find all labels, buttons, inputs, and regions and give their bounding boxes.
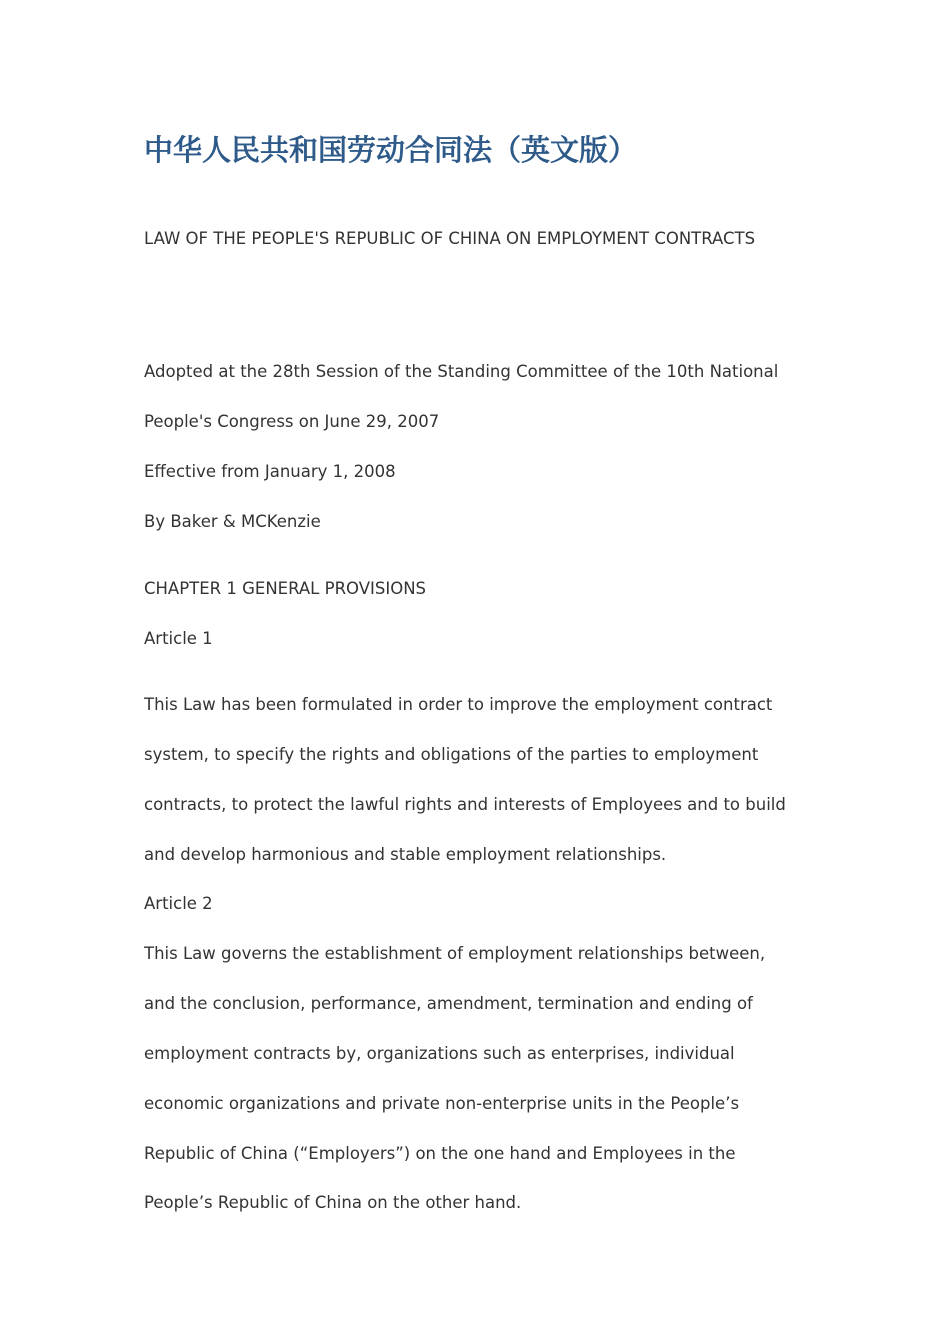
document-title: 中华人民共和国劳动合同法（英文版） — [144, 133, 638, 167]
chapter-heading: CHAPTER 1 GENERAL PROVISIONS — [144, 579, 427, 598]
article-2-line-5: Republic of China (“Employers”) on the one hand and Employees in the — [144, 1144, 736, 1163]
law-subtitle: LAW OF THE PEOPLE'S REPUBLIC OF CHINA ON EMPLOYMENT CONTRACTS — [144, 229, 756, 248]
article-1-line-4: and develop harmonious and stable employment relationships. — [144, 845, 667, 864]
adopted-line-2: People's Congress on June 29, 2007 — [144, 412, 440, 431]
article-2-line-1: This Law governs the establishment of employment relationships between, — [144, 944, 766, 963]
article-2-line-3: employment contracts by, organizations such as enterprises, individual — [144, 1044, 735, 1063]
article-1-line-1: This Law has been formulated in order to improve the employment contract — [144, 695, 773, 714]
effective-date: Effective from January 1, 2008 — [144, 462, 396, 481]
article-2-line-2: and the conclusion, performance, amendment, termination and ending of — [144, 994, 753, 1013]
article-2-line-6: People’s Republic of China on the other hand. — [144, 1193, 522, 1212]
article-1-heading: Article 1 — [144, 629, 213, 648]
adopted-line-1: Adopted at the 28th Session of the Standing Committee of the 10th National — [144, 362, 779, 381]
article-2-heading: Article 2 — [144, 894, 213, 913]
author-credit: By Baker & MCKenzie — [144, 512, 321, 531]
article-1-line-3: contracts, to protect the lawful rights and interests of Employees and to build — [144, 795, 786, 814]
article-1-line-2: system, to specify the rights and obligations of the parties to employment — [144, 745, 759, 764]
article-2-line-4: economic organizations and private non-enterprise units in the People’s — [144, 1094, 740, 1113]
